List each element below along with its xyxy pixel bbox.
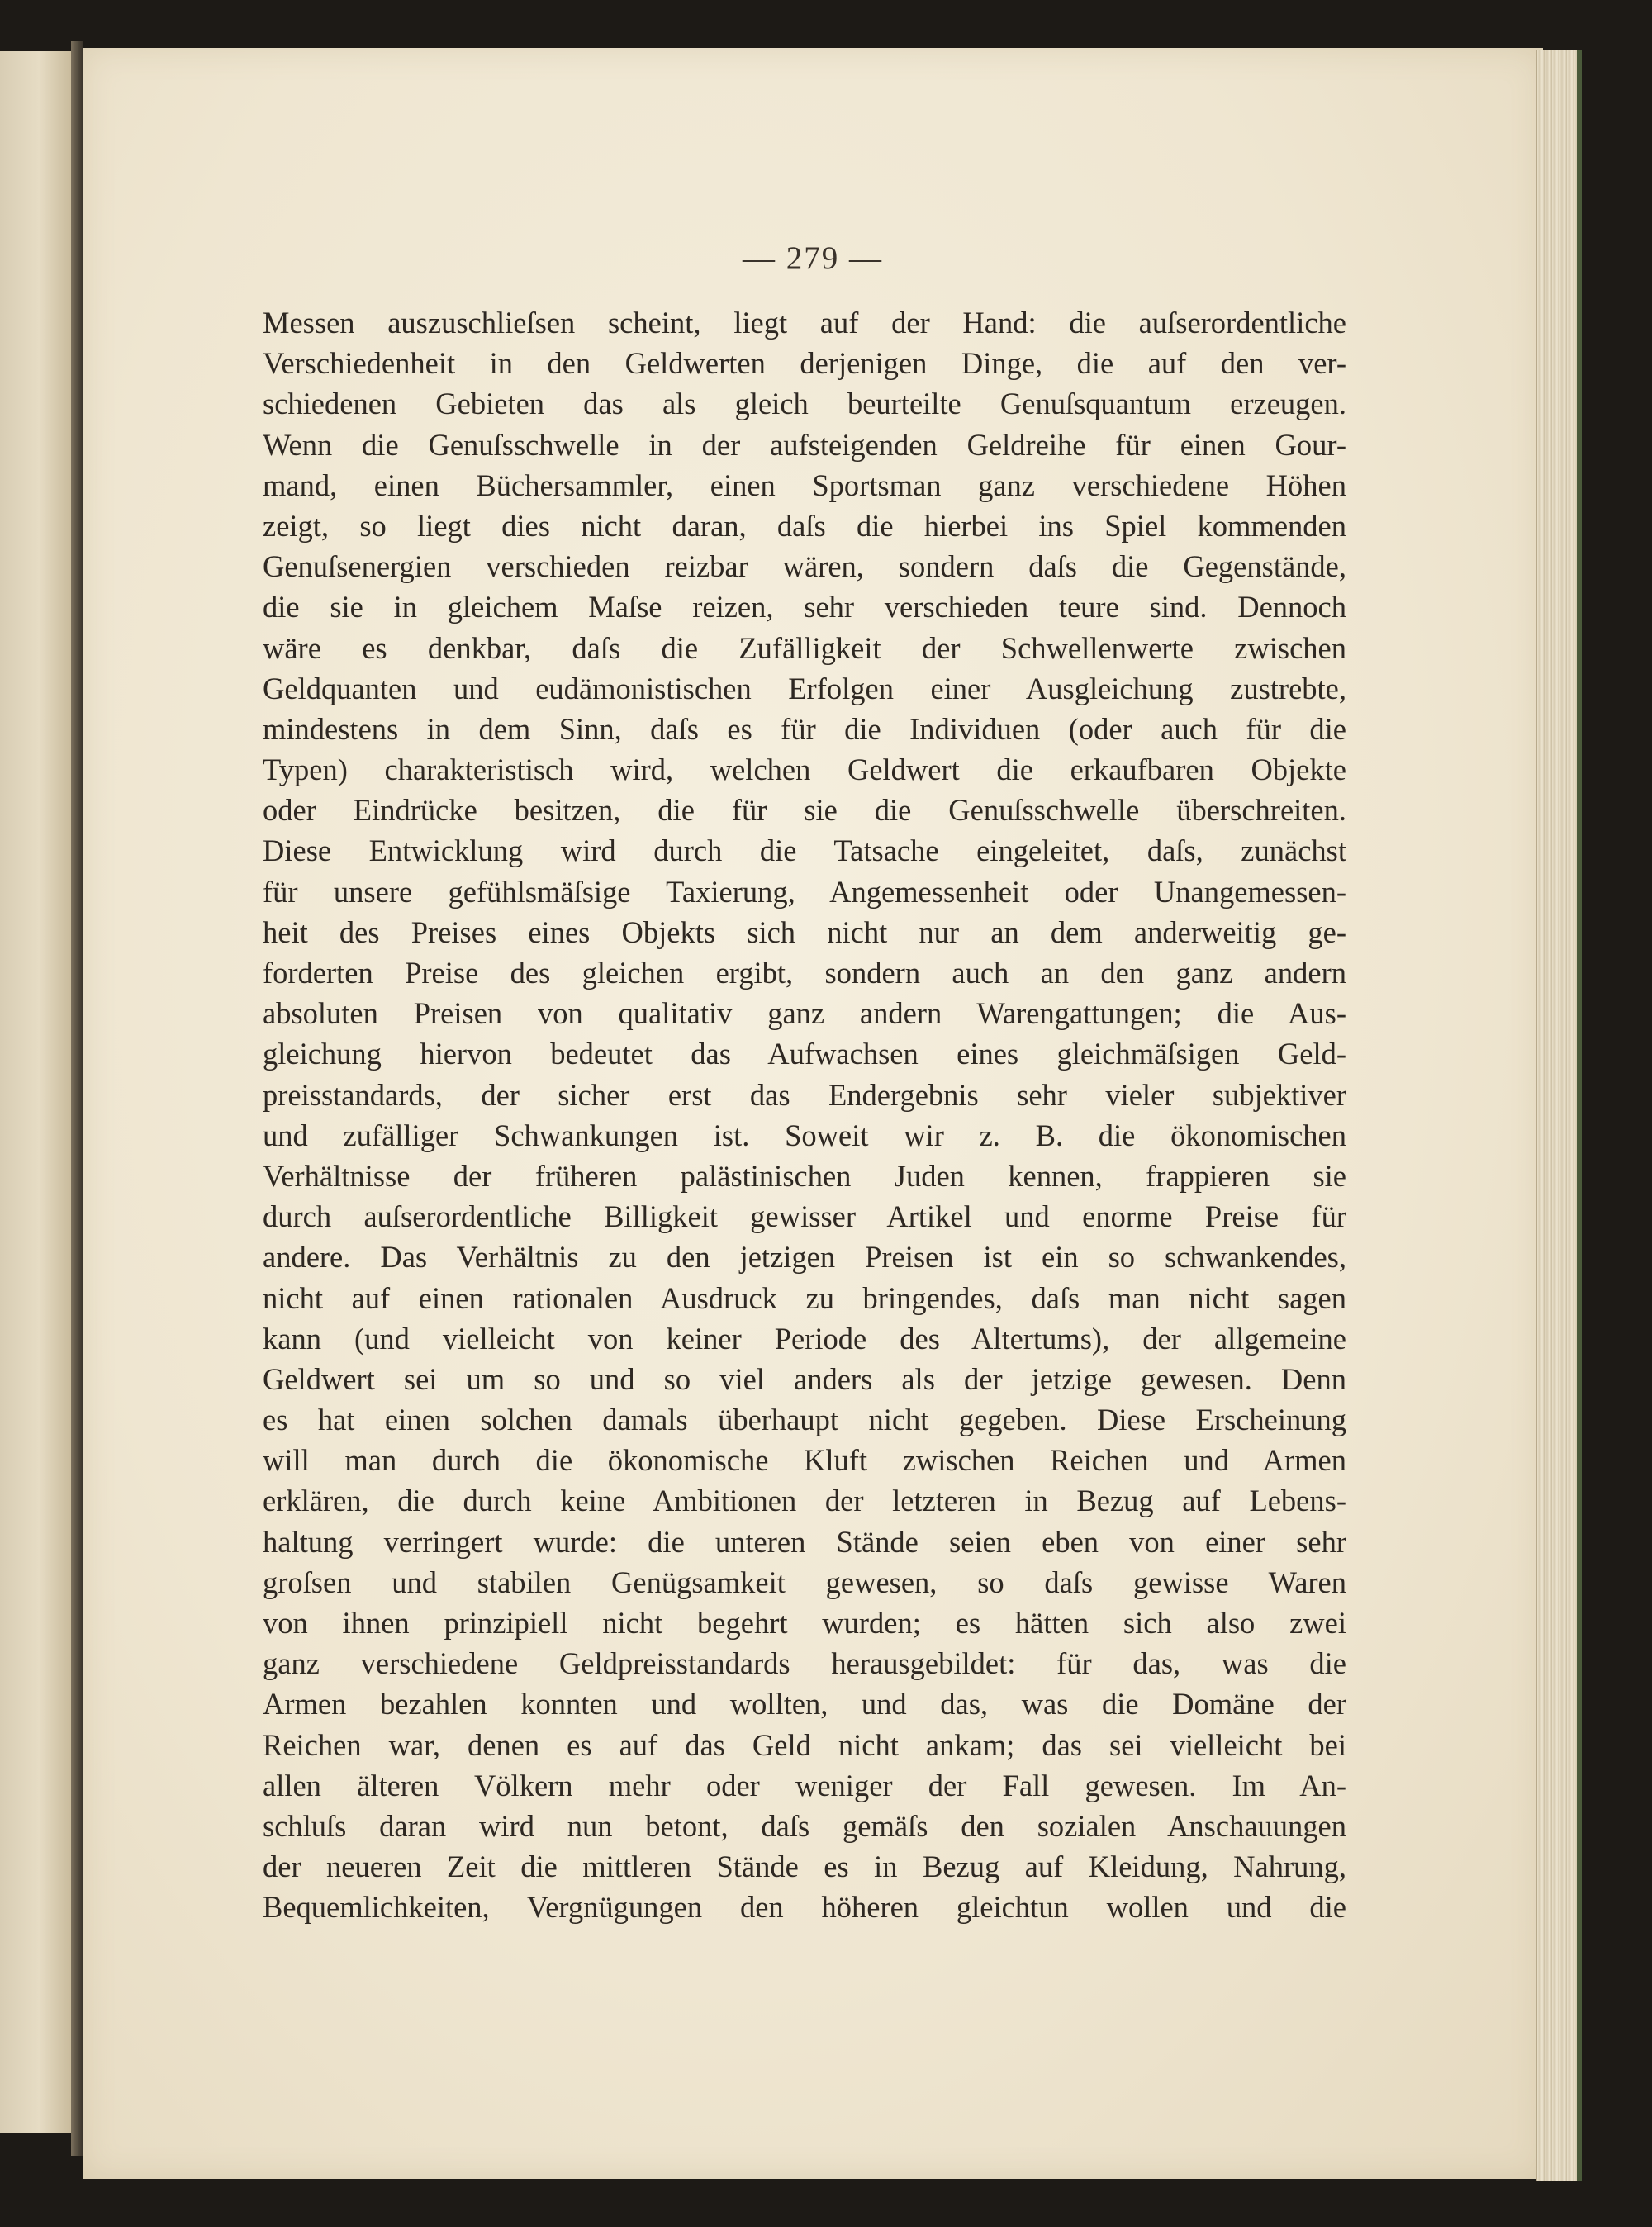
text-line: groſsen und stabilen Genügsamkeit gewesen, so daſs gewisse Waren <box>263 1565 1346 1599</box>
text-line: heit des Preises eines Objekts sich nicht nur an dem anderweitig ge- <box>263 914 1346 949</box>
text-line: zeigt, so liegt dies nicht daran, daſs die hierbei ins Spiel kommenden <box>263 508 1346 543</box>
text-line: durch auſserordentliche Billigkeit gewisser Artikel und enorme Preise für <box>263 1199 1346 1234</box>
book-page <box>83 48 1543 2179</box>
text-line: will man durch die ökonomische Kluft zwischen Reichen und Armen <box>263 1443 1346 1478</box>
text-line: forderten Preise des gleichen ergibt, sondern auch an den ganz andern <box>263 956 1346 990</box>
text-line: schluſs daran wird nun betont, daſs gemäſs den sozialen Anschauungen <box>263 1808 1346 1843</box>
text-line: mindestens in dem Sinn, daſs es für die Individuen (oder auch für die <box>263 711 1346 746</box>
text-line: erklären, die durch keine Ambitionen der letzteren in Bezug auf Lebens- <box>263 1484 1346 1518</box>
text-line: Geldwert sei um so und so viel anders als der jetzige gewesen. Denn <box>263 1361 1346 1396</box>
text-line: haltung verringert wurde: die unteren Stände seien eben von einer sehr <box>263 1524 1346 1559</box>
text-line: nicht auf einen rationalen Ausdruck zu bringendes, daſs man nicht sagen <box>263 1280 1346 1315</box>
text-line: Genuſsenergien verschieden reizbar wären, sondern daſs die Gegenstände, <box>263 549 1346 584</box>
text-line: allen älteren Völkern mehr oder weniger der Fall gewesen. Im An- <box>263 1768 1346 1802</box>
text-line: wäre es denkbar, daſs die Zufälligkeit der Schwellenwerte zwischen <box>263 630 1346 665</box>
text-line: ganz verschiedene Geldpreisstandards herausgebildet: für das, was die <box>263 1646 1346 1681</box>
text-line: oder Eindrücke besitzen, die für sie die Genuſsschwelle überschreiten. <box>263 793 1346 828</box>
text-line: andere. Das Verhältnis zu den jetzigen Preisen ist ein so schwankendes, <box>263 1240 1346 1275</box>
text-line: von ihnen prinzipiell nicht begehrt wurden; es hätten sich also zwei <box>263 1606 1346 1640</box>
facing-page-edge <box>0 51 73 2133</box>
text-line: Verschiedenheit in den Geldwerten derjenigen Dinge, die auf den ver- <box>263 346 1346 381</box>
text-line: mand, einen Büchersammler, einen Sportsman ganz verschiedene Höhen <box>263 468 1346 502</box>
text-line: gleichung hiervon bedeutet das Aufwachsen eines gleichmäſsigen Geld- <box>263 1037 1346 1071</box>
text-line: kann (und vielleicht von keiner Periode des Altertums), der allgemeine <box>263 1321 1346 1356</box>
text-line: es hat einen solchen damals überhaupt nicht gegeben. Diese Erscheinung <box>263 1403 1346 1437</box>
text-line: Bequemlichkeiten, Vergnügungen den höheren gleichtun wollen und die <box>263 1890 1346 1925</box>
page-stack-edge <box>1536 50 1578 2181</box>
text-line: für unsere gefühlsmäſsige Taxierung, Angemessenheit oder Unangemessen- <box>263 874 1346 909</box>
text-line: absoluten Preisen von qualitativ ganz andern Warengattungen; die Aus- <box>263 996 1346 1031</box>
page-number: — 279 — <box>743 240 883 276</box>
text-line: und zufälliger Schwankungen ist. Soweit wir z. B. die ökonomischen <box>263 1118 1346 1152</box>
text-line: die sie in gleichem Maſse reizen, sehr verschieden teure sind. Dennoch <box>263 590 1346 624</box>
text-line: der neueren Zeit die mittleren Stände es in Bezug auf Kleidung, Nahrung, <box>263 1850 1346 1884</box>
text-line: Typen) charakteristisch wird, welchen Geldwert die erkaufbaren Objekte <box>263 753 1346 787</box>
book-gutter <box>71 41 83 2156</box>
text-line: Diese Entwicklung wird durch die Tatsache eingeleitet, daſs, zunächst <box>263 833 1346 868</box>
text-line: Geldquanten und eudämonistischen Erfolgen einer Ausgleichung zustrebte, <box>263 671 1346 705</box>
text-line: Wenn die Genuſsschwelle in der aufsteigenden Geldreihe für einen Gour- <box>263 427 1346 462</box>
text-line: preisstandards, der sicher erst das Endergebnis sehr vieler subjektiver <box>263 1077 1346 1112</box>
body-text <box>263 302 1346 1928</box>
text-line: Reichen war, denen es auf das Geld nicht ankam; das sei vielleicht bei <box>263 1727 1346 1762</box>
text-line: Armen bezahlen konnten und wollten, und das, was die Domäne der <box>263 1687 1346 1721</box>
text-line: Verhältnisse der früheren palästinischen Juden kennen, frappieren sie <box>263 1158 1346 1193</box>
text-line: schiedenen Gebieten das als gleich beurteilte Genuſsquantum erzeugen. <box>263 387 1346 421</box>
text-line: Messen auszuschlieſsen scheint, liegt auf der Hand: die auſserordentliche <box>263 306 1346 340</box>
